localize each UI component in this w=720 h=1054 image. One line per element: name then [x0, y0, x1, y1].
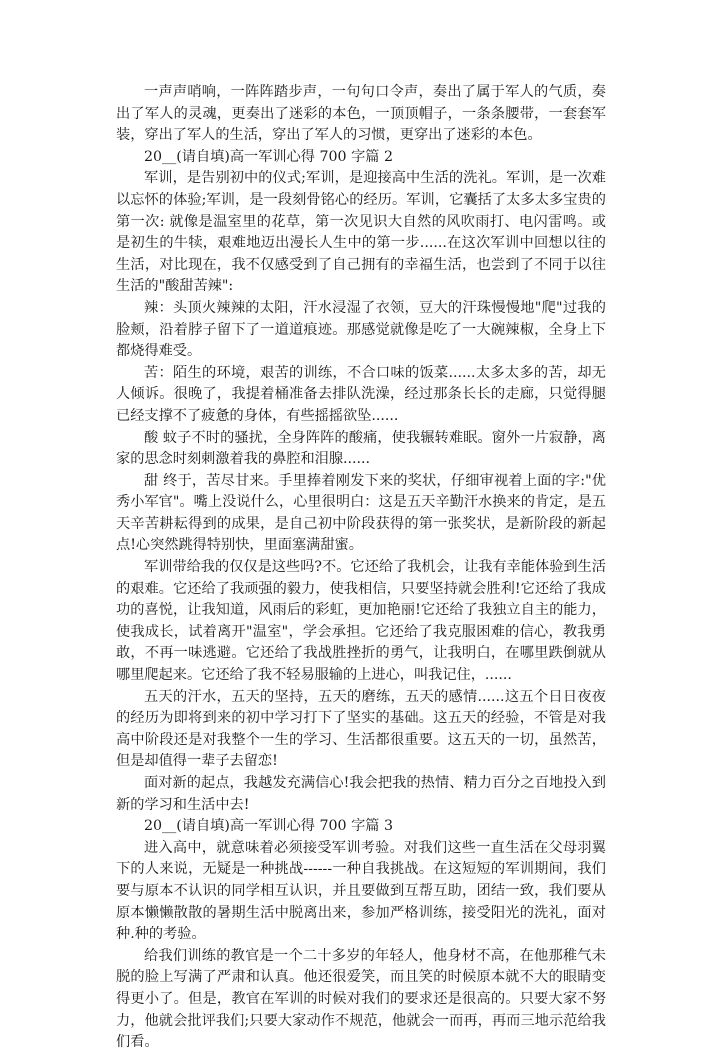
- paragraph: 军训带给我的仅仅是这些吗?不。它还给了我机会，让我有幸能体验到生活的艰难。它还给了我顽强的毅力，使我相信，只要坚持就会胜利!它还给了我成功的喜悦，让我知道，风雨后的彩虹，更加艳丽!它还给了我独立自主的能力，使我成长，试着离开"温室"，学会承担。它还给了我克服困难的信心，教我勇敢，不再一味逃避。它还给了我战胜挫折的勇气，让我明白，在哪里跌倒就从哪里爬起来。它还给了我不轻易服输的上进心，叫我记住，......: [116, 559, 606, 684]
- paragraph: 酸 蚊子不时的骚扰，全身阵阵的酸痛，使我辗转难眠。窗外一片寂静，离家的思念时刻刺激着我的鼻腔和泪腺......: [116, 429, 606, 468]
- paragraph: 苦：陌生的环境，艰苦的训练，不合口味的饭菜......太多太多的苦，却无人倾诉。很晚了，我提着桶准备去排队洗澡，经过那条长长的走廊，只觉得腿已经支撑不了疲惫的身体，有些摇摇欲坠......: [116, 364, 606, 424]
- paragraph: 辣：头顶火辣辣的太阳，汗水浸湿了衣领，豆大的汗珠慢慢地"爬"过我的脸颊，沿着脖子留下了一道道痕迹。那感觉就像是吃了一大碗辣椒，全身上下都烧得难受。: [116, 299, 606, 360]
- paragraph: 给我们训练的教官是一个二十多岁的年轻人，他身材不高，在他那稚气未脱的脸上写满了严肃和认真。他还很爱笑，而且笑的时候原本就不大的眼睛变得更小了。但是，教官在军训的时候对我们的要求还是很高的。只要大家不努力，他就会批评我们;只要大家动作不规范，他就会一而再，再而三地示范给我们看。: [116, 947, 606, 1051]
- paragraph: 进入高中，就意味着必须接受军训考验。对我们这些一直生活在父母羽翼下的人来说，无疑是一种挑战------一种自我挑战。在这短短的军训期间，我们要与原本不认识的同学相互认识，并且要做到互帮互助，团结一致，我们要从原本懒懒散散的暑期生活中脱离出来，参加严格训练，接受阳光的洗礼，面对种.种的考验。: [116, 839, 606, 943]
- section-heading: 20__(请自填)高一军训心得 700 字篇 3: [144, 818, 394, 835]
- section-heading: 20__(请自填)高一军训心得 700 字篇 2: [144, 148, 394, 165]
- paragraph: 五天的汗水，五天的坚持，五天的磨练，五天的感情......这五个日日夜夜的经历为即将到来的初中学习打下了坚实的基础。这五天的经验，不管是对我高中阶段还是对我整个一生的学习、生活都很重要。这五天的一切，虽然苦，但是却值得一辈子去留恋!: [116, 688, 606, 770]
- paragraph: 甜 终于，苦尽甘来。手里捧着刚发下来的奖状，仔细审视着上面的字:"优秀小军官"。嘴上没说什么，心里很明白：这是五天辛勤汗水换来的肯定，是五天辛苦耕耘得到的成果，是自己初中阶段获得的第一张奖状，是新阶段的新起点!心突然跳得特别快，里面塞满甜蜜。: [116, 472, 606, 554]
- paragraph: 面对新的起点，我越发充满信心!我会把我的热情、精力百分之百地投入到新的学习和生活中去!: [116, 775, 606, 813]
- paragraph: 一声声哨响，一阵阵踏步声，一句句口令声，奏出了属于军人的气质，奏出了军人的灵魂，更奏出了迷彩的本色，一顶顶帽子，一条条腰带，一套套军装，穿出了军人的生活，穿出了军人的习惯，更穿出了迷彩的本色。: [116, 84, 606, 144]
- document-page: [116, 82, 606, 1054]
- paragraph: 军训，是告别初中的仪式;军训，是迎接高中生活的洗礼。军训，是一次难以忘怀的体验;军训，是一段刻骨铭心的经历。军训，它囊括了太多太多宝贵的第一次: 就像是温室里的花草，第一次见识大自然的风吹雨打、电闪雷鸣。或是初生的牛犊，艰难地迈出漫长人生中的第一步......在这次军训中回想以往的生活，对比现在，我不仅感受到了自己拥有的幸福生活，也尝到了不同于以往生活的"酸甜苦辣":: [116, 170, 606, 295]
